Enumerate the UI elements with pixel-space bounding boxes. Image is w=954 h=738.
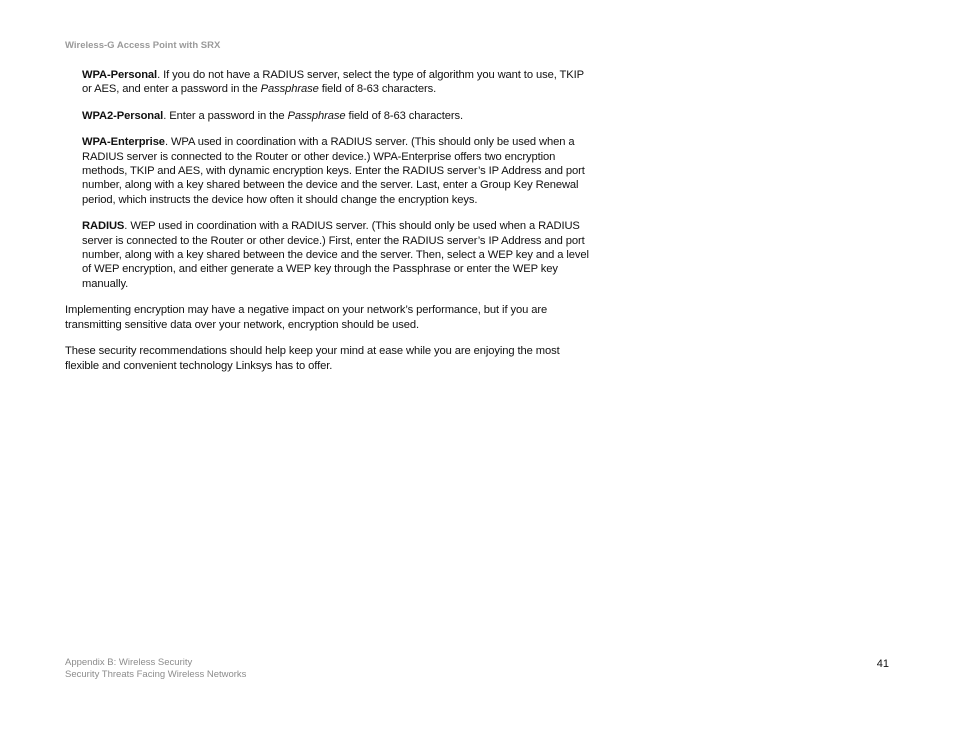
- item-radius: [82, 219, 590, 291]
- item-text: . WPA used in coordination with a RADIUS server. (This should only be used when a RADIUS server is connected to the Router or other device.) WPA-Enterprise offers two encryption methods, TKIP and AES, with dynamic encryption keys. Enter the RADIUS server’s IP Address and port number, along with a key shared between the device and the server. Last, enter a Group Key Renewal period, which instructs the device how often it should change the encryption keys.: [82, 136, 585, 206]
- item-emphasis: Passphrase: [260, 83, 319, 96]
- item-text: . Enter a password in the: [163, 109, 288, 122]
- paragraph-recommendations: These security recommendations should help keep your mind at ease while you are enjoying the most flexible and convenient technology Linksys has to offer.: [65, 345, 560, 372]
- item-text: . WEP used in coordination with a RADIUS server. (This should only be used when a RADIUS server is connected to the Router or other device.) First, enter the RADIUS server’s IP Address and port number, along with a key shared between the device and the server. Then, select a WEP key and a level of WEP encryption, and either generate a WEP key through the Passphrase or enter the WEP key manually.: [82, 220, 589, 290]
- item-tail: field of 8-63 characters.: [318, 83, 437, 96]
- item-wpa-enterprise: [82, 135, 590, 207]
- term-wpa2-personal: WPA2-Personal: [82, 109, 164, 122]
- term-wpa-enterprise: WPA-Enterprise: [82, 136, 165, 149]
- page-number: 41: [876, 658, 889, 670]
- item-text: . If you do not have a RADIUS server, select the type of algorithm you want to use, TKIP or AES, and enter a password in the: [82, 69, 584, 96]
- item-tail: field of 8-63 characters.: [345, 109, 463, 122]
- item-wpa2-personal: [82, 109, 590, 123]
- paragraph-performance: Implementing encryption may have a negative impact on your network’s performance, but if you are transmitting sensitive data over your network, encryption should be used.: [65, 304, 548, 331]
- document-header: Wireless-G Access Point with SRX: [65, 40, 221, 51]
- body-content: [65, 68, 590, 385]
- footer-section: Security Threats Facing Wireless Networks: [65, 669, 247, 680]
- item-emphasis: Passphrase: [287, 109, 346, 122]
- item-wpa-personal: [82, 68, 590, 97]
- document-footer: [65, 657, 246, 681]
- term-radius: RADIUS: [82, 220, 125, 233]
- footer-chapter: Appendix B: Wireless Security: [65, 657, 193, 668]
- term-wpa-personal: WPA-Personal: [82, 69, 158, 81]
